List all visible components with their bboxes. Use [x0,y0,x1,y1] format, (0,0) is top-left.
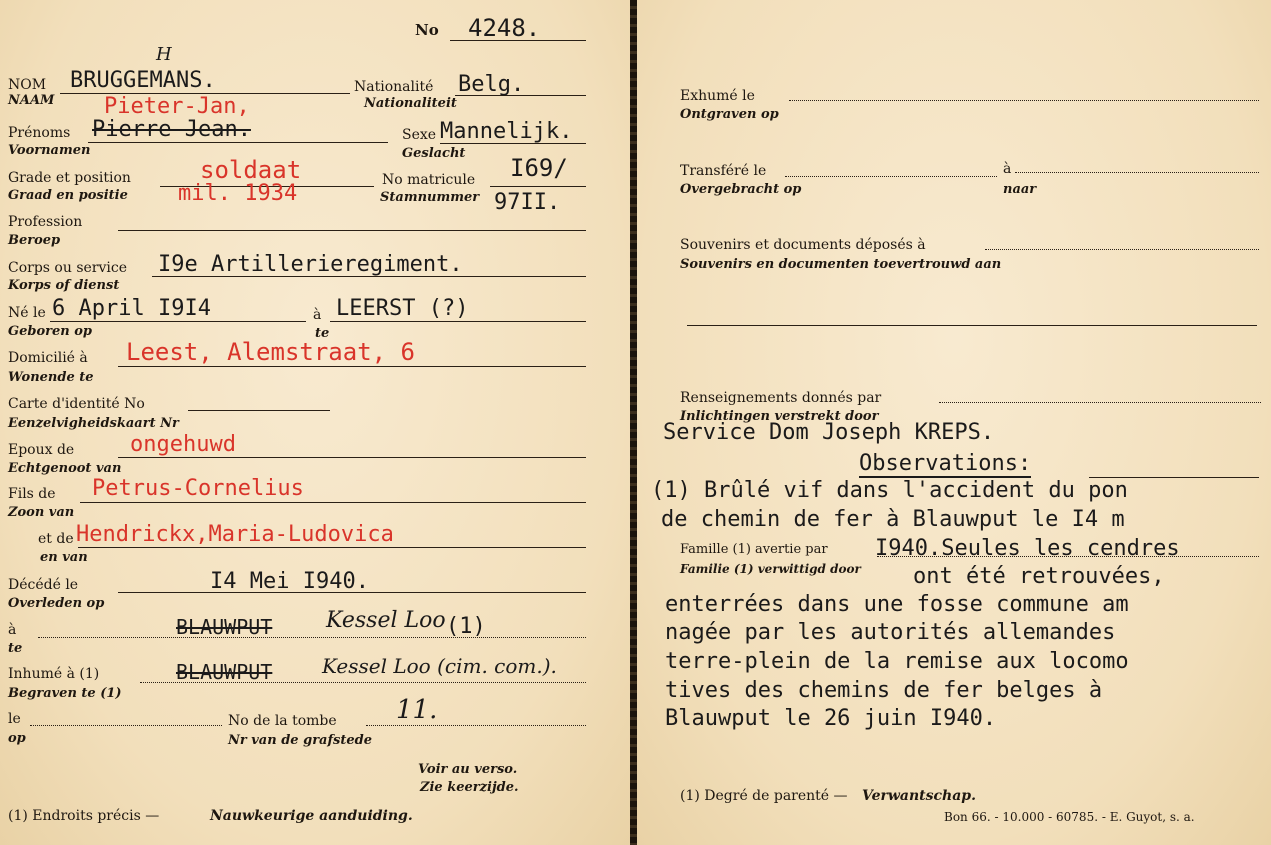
exhume-label: Exhumé le [680,88,755,104]
souvenirs-label: Souvenirs et documents déposés à [680,237,926,253]
a-struck: BLAUWPUT [176,615,273,639]
nom-correction: H [156,44,172,65]
decede-label: Décédé le [8,577,79,593]
sexe-value: Mannelijk. [440,119,573,144]
observations-line-8: tives des chemins de fer belges à [665,678,1103,703]
inhume-label: Inhumé à (1) [8,666,100,682]
epoux-value: ongehuwd [130,432,236,457]
footnote-fr: (1) Endroits précis — [8,808,160,824]
grade-value-2: mil. 1934 [178,181,298,206]
matricule-value-1: I69/ [510,154,568,182]
geslacht-label: Geslacht [402,146,466,161]
observations-line-5: enterrées dans une fosse commune am [665,592,1129,617]
stamnummer-label: Stamnummer [380,190,480,205]
grade-value-1: soldaat [200,156,302,184]
observations-line-3: I940.Seules les cendres [875,536,1180,561]
inhume-struck: BLAUWPUT [176,660,273,684]
inhume-hand: Kessel Loo (cim. com.). [322,654,557,678]
souvenirs-nl-label: Souvenirs en documenten toevertrouwd aan [680,257,1002,272]
wonende-label: Wonende te [8,370,94,385]
number-label: No [415,21,439,39]
graad-label: Graad en positie [8,188,128,203]
tombe-label: No de la tombe [228,713,337,729]
a-hand: Kessel Loo [326,608,446,633]
card-divider [630,0,637,845]
etde-label: et de [38,531,74,547]
observations-line-1: (1) Brûlé vif dans l'accident du pon [651,478,1128,503]
grade-label: Grade et position [8,170,131,186]
observations-line-2: de chemin de fer à Blauwput le I4 m [661,507,1125,532]
beroep-label: Beroep [8,233,61,248]
verso-fr: Voir au verso. [418,762,518,777]
footnote-nl: Nauwkeurige aanduiding. [210,808,413,824]
renseignements-label: Renseignements donnés par [680,390,882,406]
ne-label: Né le [8,305,46,321]
domicile-value: Leest, Alemstraat, 6 [126,338,415,366]
ontgraven-label: Ontgraven op [680,107,779,122]
a-suffix: (1) [446,614,486,639]
prenoms-value-red: Pieter-Jan, [104,94,250,119]
transfere-label: Transféré le [680,163,767,179]
ne-value: 6 April I9I4 [52,296,211,321]
nom-value: BRUGGEMANS. [70,68,216,93]
epoux-label: Epoux de [8,442,75,458]
fils-label: Fils de [8,486,56,502]
ne-a-label: à [313,307,322,323]
matricule-label: No matricule [382,172,476,188]
echtgenoot-label: Echtgenoot van [8,461,122,476]
envan-label: en van [40,550,88,565]
corps-label: Corps ou service [8,260,127,276]
renseignements-value: Service Dom Joseph KREPS. [663,420,995,445]
observations-line-7: terre-plein de la remise aux locomo [665,649,1129,674]
etde-value: Hendrickx,Maria-Ludovica [76,522,394,547]
inlichtingen-label: Inlichtingen verstrekt door [680,409,879,424]
front-card [0,0,631,845]
eenzelvigheid-label: Eenzelvigheidskaart Nr [8,416,179,431]
a-label: à [8,622,17,638]
naar-label: naar [1003,182,1037,197]
familie-label: Familie (1) verwittigd door [680,562,861,576]
parente-nl: Verwantschap. [862,788,976,804]
nationalite-label: Nationalité [354,79,434,95]
decede-value: I4 Mei I940. [210,569,369,594]
te-label: te [8,641,23,656]
prenoms-value-struck: Pierre-Jean. [92,117,251,142]
transfere-a-label: à [1003,161,1012,177]
grafstede-label: Nr van de grafstede [228,733,373,748]
begraven-label: Begraven te (1) [8,686,122,701]
domicile-label: Domicilié à [8,350,88,366]
card-number: 4248. [468,14,541,42]
korps-label: Korps of dienst [8,278,120,293]
le-label: le [8,711,21,727]
op-label: op [8,731,26,746]
nationalite-value: Belg. [458,72,525,97]
observations-line-6: nagée par les autorités allemandes [665,620,1116,645]
profession-label: Profession [8,214,83,230]
sexe-label: Sexe [402,127,437,143]
overgebracht-label: Overgebracht op [680,182,802,197]
parente-fr: (1) Degré de parenté — [680,788,848,804]
nom-label: NOM [8,77,47,93]
zoon-label: Zoon van [8,505,75,520]
observations-line-4: ont été retrouvées, [913,564,1165,589]
famille-label: Famille (1) avertie par [680,542,828,557]
prenoms-label: Prénoms [8,125,71,141]
verso-nl: Zie keerzijde. [420,780,519,795]
matricule-value-2: 97II. [494,190,561,215]
nationaliteit-label: Nationaliteit [364,96,457,111]
voornamen-label: Voornamen [8,143,91,158]
tombe-value: 11. [396,695,438,725]
carte-label: Carte d'identité No [8,396,145,412]
fils-value: Petrus-Cornelius [92,476,304,501]
ne-te-label: te [315,326,330,341]
overleden-label: Overleden op [8,596,105,611]
ne-place: LEERST (?) [336,296,469,321]
corps-value: I9e Artillerieregiment. [158,252,463,277]
naam-label: NAAM [8,93,55,108]
back-card [637,0,1271,845]
geboren-label: Geboren op [8,324,92,339]
observations-title: Observations: [859,451,1032,476]
printer-mark: Bon 66. - 10.000 - 60785. - E. Guyot, s. a. [944,810,1195,824]
observations-line-9: Blauwput le 26 juin I940. [665,706,997,731]
